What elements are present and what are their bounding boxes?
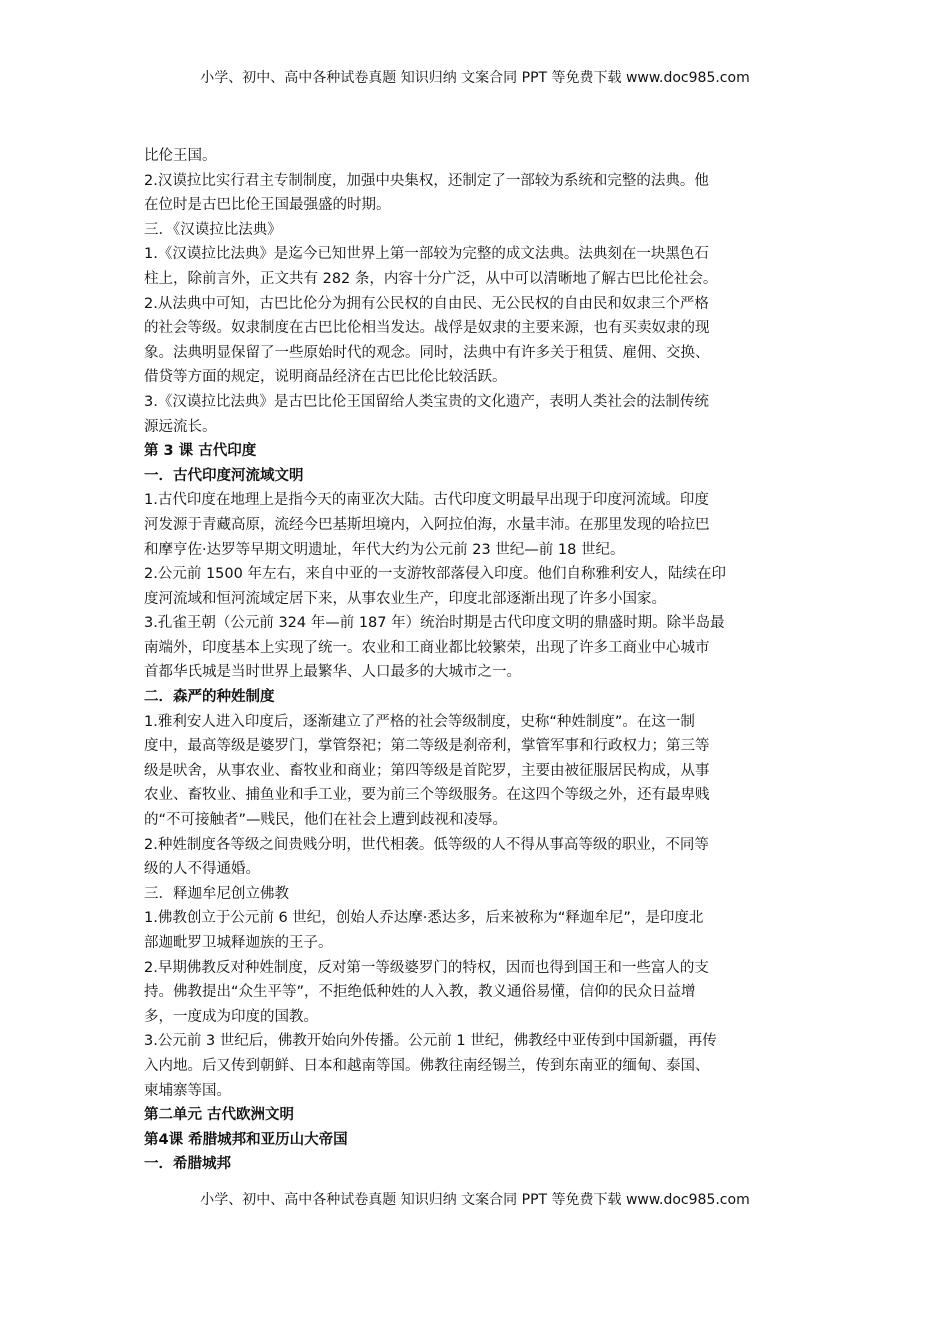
section-heading: 一．希腊城邦 [144, 1156, 231, 1173]
text-line: 柬埔寨等国。 [144, 1082, 231, 1099]
text-line: 2.公元前 1500 年左右，来自中亚的一支游牧部落侵入印度。他们自称雅利安人，陆续在印 [144, 566, 726, 583]
text-line: 级的人不得通婚。 [144, 861, 260, 878]
text-line: 2.汉谟拉比实行君主专制制度，加强中央集权，还制定了一部较为系统和完整的法典。他 [144, 172, 709, 189]
text-line: 象。法典明显保留了一些原始时代的观念。同时，法典中有许多关于租赁、雇佣、交换、 [144, 344, 710, 361]
text-line: 2.种姓制度各等级之间贵贱分明，世代相袭。低等级的人不得从事高等级的职业，不同等 [144, 836, 709, 853]
text-line: 1.古代印度在地理上是指今天的南亚次大陆。古代印度文明最早出现于印度河流域。印度 [144, 492, 709, 509]
page-footer: 小学、初中、高中各种试卷真题 知识归纳 文案合同 PPT 等免费下载 www.doc985.com [200, 1192, 750, 1208]
text-line: 农业、畜牧业、捕鱼业和手工业，要为前三个等级服务。在这四个等级之外，还有最卑贱 [144, 787, 710, 804]
text-line: 级是吠舍，从事农业、畜牧业和商业；第四等级是首陀罗，主要由被征服居民构成，从事 [144, 762, 710, 779]
text-line: 3.公元前 3 世纪后，佛教开始向外传播。公元前 1 世纪，佛教经中亚传到中国新疆，再传 [144, 1033, 717, 1050]
text-line: 三．《汉谟拉比法典》 [144, 221, 282, 238]
section-heading: 一．古代印度河流域文明 [144, 467, 304, 484]
text-line: 持。佛教提出“众生平等”，不拒绝低种姓的人入教，教义通俗易懂，信仰的民众日益增 [144, 984, 696, 1001]
text-line: 河发源于青藏高原，流经今巴基斯坦境内，入阿拉伯海，水量丰沛。在那里发现的哈拉巴 [144, 516, 710, 533]
document-body [144, 144, 808, 1177]
text-line: 2.从法典中可知，古巴比伦分为拥有公民权的自由民、无公民权的自由民和奴隶三个严格 [144, 295, 709, 312]
text-line: 的社会等级。奴隶制度在古巴比伦相当发达。战俘是奴隶的主要来源，也有买卖奴隶的现 [144, 320, 710, 337]
text-line: 比伦王国。 [144, 148, 217, 164]
text-line: 在位时是古巴比伦王国最强盛的时期。 [144, 197, 391, 214]
text-line: 借贷等方面的规定，说明商品经济在古巴比伦比较活跃。 [144, 369, 507, 386]
text-line: 和摩亨佐·达罗等早期文明遗址，年代大约为公元前 23 世纪—前 18 世纪。 [144, 541, 625, 558]
page-header: 小学、初中、高中各种试卷真题 知识归纳 文案合同 PPT 等免费下载 www.doc985.com [200, 70, 750, 86]
text-line: 1.佛教创立于公元前 6 世纪，创始人乔达摩·悉达多，后来被称为“释迦牟尼”，是印度北 [144, 910, 704, 927]
text-line: 1.《汉谟拉比法典》是迄今已知世界上第一部较为完整的成文法典。法典刻在一块黑色石 [144, 246, 709, 263]
text-line: 三．释迦牟尼创立佛教 [144, 885, 289, 902]
text-line: 入内地。后又传到朝鲜、日本和越南等国。佛教往南经锡兰，传到东南亚的缅甸、泰国、 [144, 1057, 710, 1074]
text-line: 度中，最高等级是婆罗门，掌管祭祀；第二等级是刹帝利，掌管军事和行政权力；第三等 [144, 738, 710, 755]
text-line: 多，一度成为印度的国教。 [144, 1008, 318, 1025]
text-line: 源远流长。 [144, 418, 217, 435]
text-line: 度河流域和恒河流域定居下来，从事农业生产，印度北部逐渐出现了许多小国家。 [144, 590, 666, 607]
text-line: 部迦毗罗卫城释迦族的王子。 [144, 935, 333, 951]
text-line: 南端外，印度基本上实现了统一。农业和工商业都比较繁荣，出现了许多工商业中心城市 [144, 639, 710, 656]
text-line: 柱上，除前言外，正文共有 282 条，内容十分广泛，从中可以清晰地了解古巴比伦社会。 [144, 270, 718, 287]
text-line: 2.早期佛教反对种姓制度，反对第一等级婆罗门的特权，因而也得到国王和一些富人的支 [144, 959, 709, 976]
section-heading: 二．森严的种姓制度 [144, 689, 275, 706]
section-heading: 第 3 课 古代印度 [144, 443, 257, 460]
section-heading: 第4课 希腊城邦和亚历山大帝国 [144, 1131, 348, 1148]
text-line: 首都华氏城是当时世界上最繁华、人口最多的大城市之一。 [144, 664, 521, 681]
section-heading: 第二单元 古代欧洲文明 [144, 1107, 295, 1124]
text-line: 3.孔雀王朝（公元前 324 年—前 187 年）统治时期是古代印度文明的鼎盛时期。除半岛最 [144, 615, 725, 632]
text-line: 1.雅利安人进入印度后，逐渐建立了严格的社会等级制度，史称“种姓制度”。在这一制 [144, 713, 695, 730]
text-line: 3.《汉谟拉比法典》是古巴比伦王国留给人类宝贵的文化遗产，表明人类社会的法制传统 [144, 393, 709, 410]
text-line: 的“不可接触者”—贱民，他们在社会上遭到歧视和凌辱。 [144, 812, 508, 829]
